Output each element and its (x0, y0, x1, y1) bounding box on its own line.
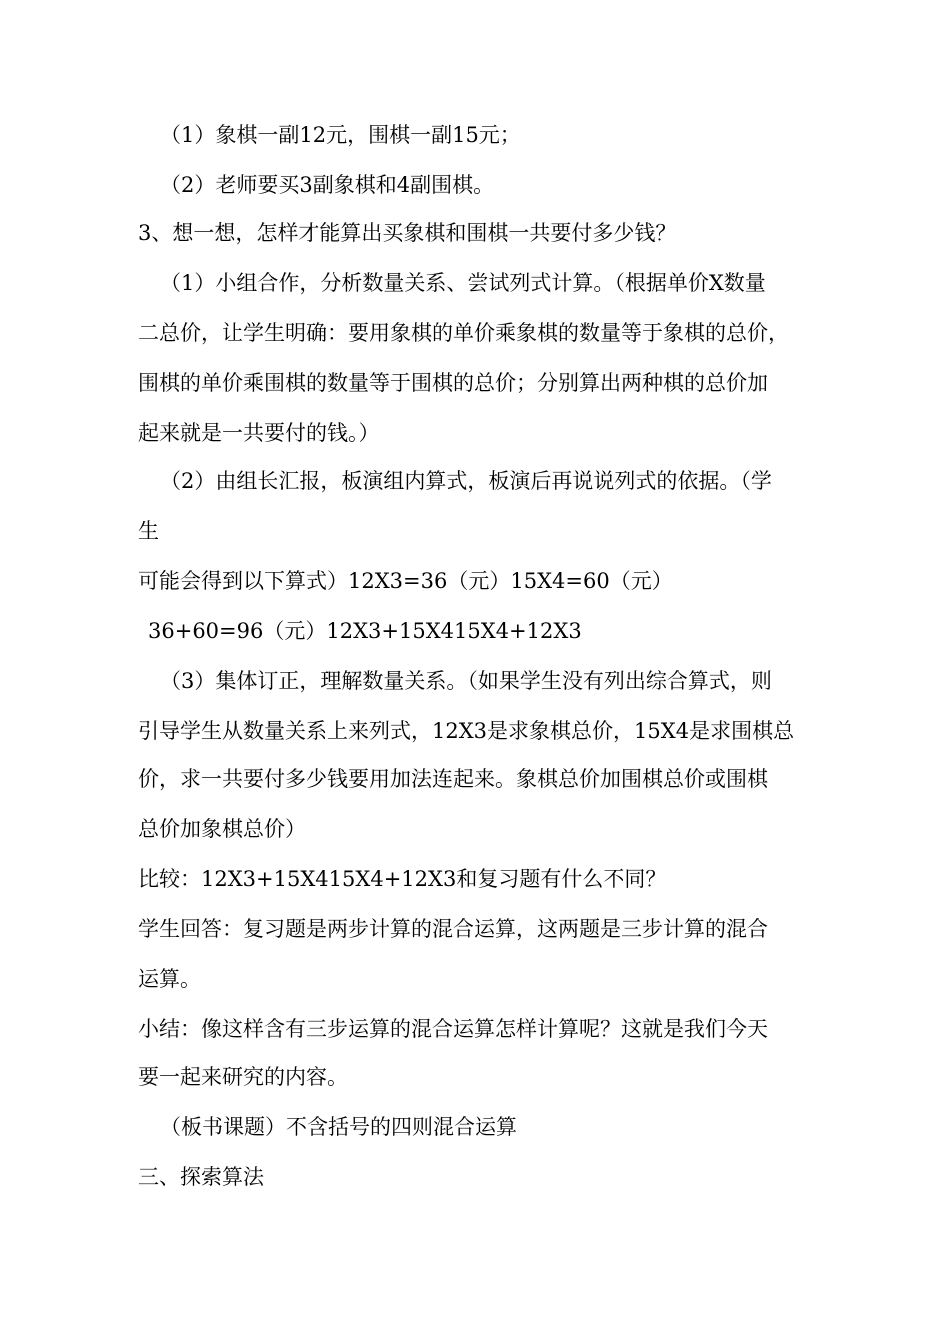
text-line: 小结：像这样含有三步运算的混合运算怎样计算呢？这就是我们今天 (138, 1017, 768, 1041)
text-line: 生 (138, 519, 159, 543)
text-line: 价，求一共要付多少钱要用加法连起来。象棋总价加围棋总价或围棋 (138, 767, 768, 791)
text-line: （2）由组长汇报，板演组内算式，板演后再说说列式的依据。（学 (160, 469, 772, 493)
text-line: 比较：12X3+15X415X4+12X3和复习题有什么不同？ (138, 867, 667, 891)
text-line: 引导学生从数量关系上来列式，12X3是求象棋总价，15X4是求围棋总 (138, 719, 795, 743)
text-line: 运算。 (138, 967, 201, 991)
text-line: （1）小组合作，分析数量关系、尝试列式计算。（根据单价X数量 (160, 271, 766, 295)
text-line: 起来就是一共要付的钱。） (138, 421, 380, 445)
text-line: （2）老师要买3副象棋和4副围棋。 (160, 173, 495, 197)
text-line: 3、想一想，怎样才能算出买象棋和围棋一共要付多少钱？ (138, 221, 677, 245)
text-line: 围棋的单价乘围棋的数量等于围棋的总价；分别算出两种棋的总价加 (138, 371, 768, 395)
text-line: （板书课题）不含括号的四则混合运算 (160, 1115, 517, 1139)
text-line: 总价加象棋总价） (138, 817, 306, 841)
text-line: 可能会得到以下算式）12X3=36（元）15X4=60（元） (138, 569, 673, 593)
text-line: 要一起来研究的内容。 (138, 1065, 348, 1089)
text-line: 二总价，让学生明确：要用象棋的单价乘象棋的数量等于象棋的总价， (138, 321, 789, 345)
text-line: （3）集体订正，理解数量关系。（如果学生没有列出综合算式，则 (160, 669, 772, 693)
text-line: （1）象棋一副12元，围棋一副15元； (160, 123, 521, 147)
text-line: 学生回答：复习题是两步计算的混合运算，这两题是三步计算的混合 (138, 917, 768, 941)
text-line: 36+60=96（元）12X3+15X415X4+12X3 (148, 619, 582, 643)
section-heading: 三、探索算法 (138, 1165, 264, 1189)
